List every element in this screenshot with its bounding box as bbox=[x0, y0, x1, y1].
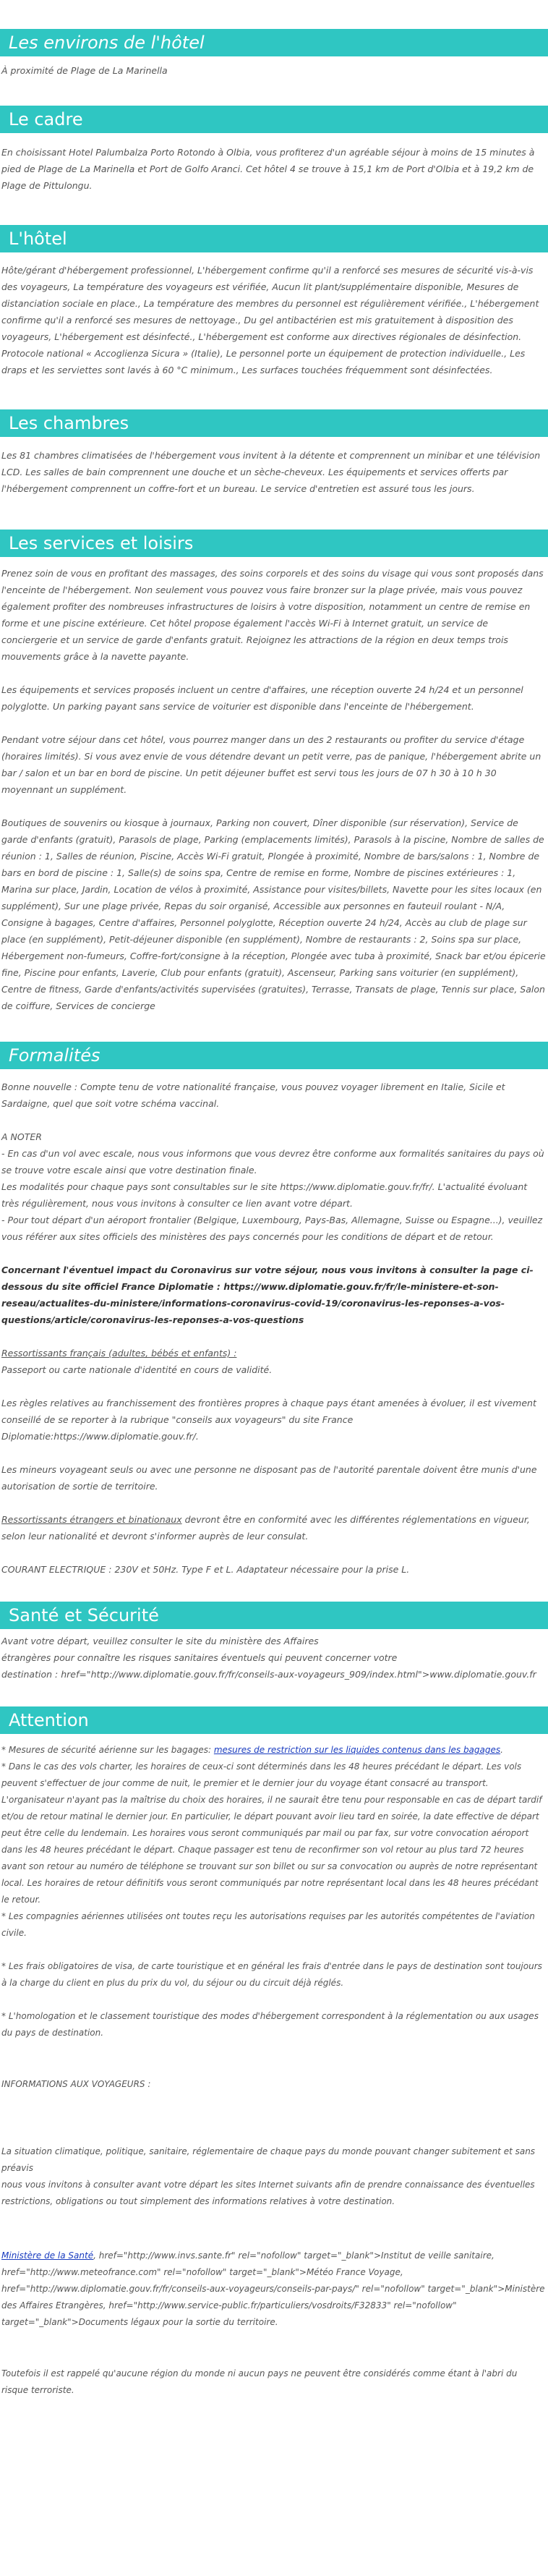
formalites-p5: Les règles relatives au franchissement des frontières propres à chaque pays étant amenées à évoluer, il est vivement conseillé de se reporter à la rubrique "conseils aux voyageurs" du site France Diplomatie:https://www.diplomatie.gouv.fr/. bbox=[1, 1398, 536, 1442]
section-title-formalites: Formalités bbox=[0, 1042, 548, 1069]
section-attention bbox=[0, 1683, 548, 2399]
section-hotel bbox=[0, 194, 548, 378]
attention-p2: * Les frais obligatoires de visa, de carte touristique et en général les frais d'entrée dans le pays de destination sont toujours à la charge du client en plus du prix du vol, du séjour ou du circuit déjà réglés. bbox=[1, 1961, 542, 1988]
services-p3: Pendant votre séjour dans cet hôtel, vous pourrez manger dans un des 2 restaurants ou profiter du service d'étage (horaires limités). Si vous avez envie de vous détendre devant un petit verre, pas de panique, l'hébergement abrite un bar / salon et un bar en bord de piscine. Un petit déjeuner buffet est servi tous les jours de 07 h 30 à 10 h 30 moyennant un supplément. bbox=[1, 734, 541, 795]
section-title-hotel: L'hôtel bbox=[0, 225, 548, 252]
formalites-p7 bbox=[0, 1511, 548, 1544]
section-title-sante: Santé et Sécurité bbox=[0, 1602, 548, 1629]
section-environs bbox=[0, 0, 548, 79]
attention-p6-rest: , href="http://www.invs.sante.fr" rel="nofollow" target="_blank">Institut de veille sanitaire, href="http://www.meteofrance.com" rel="nofollow" target="_blank">Météo France Voyage, href="http://www.diplomatie.gouv.fr/fr/conseils-aux-voyageurs/conseils-par-pays/" rel="nofollow" target="_blank">Ministère des Affaires Etrangères, href="http://www.service-public.fr/particuliers/vosdroits/F32833" rel="nofollow" target="_blank">Documents légaux pour la sortie du territoire. bbox=[1, 2250, 545, 2327]
attention-p6 bbox=[0, 2248, 548, 2331]
services-p2: Les équipements et services proposés incluent un centre d'affaires, une réception ouverte 24 h/24 et un personnel polyglotte. Un parking payant sans service de voiturier est disponible dans l'enceinte de l'hébergement. bbox=[1, 684, 523, 712]
cadre-text: En choisissant Hotel Palumbalza Porto Rotondo à Olbia, vous profiterez d'un agréable séjour à moins de 15 minutes à pied de Plage de La Marinella et Port de Golfo Aranci. Cet hôtel 4 se trouve à 15,1 km de Port d'Olbia et à 19,2 km de Plage de Pittulongu. bbox=[1, 147, 535, 191]
attention-p1-prefix: * Mesures de sécurité aérienne sur les bagages: bbox=[1, 1745, 214, 1755]
section-title-attention: Attention bbox=[0, 1706, 548, 1734]
section-title-services: Les services et loisirs bbox=[0, 530, 548, 557]
formalites-p2: A NOTER - En cas d'un vol avec escale, nous vous informons que vous devrez être conforme aux formalités sanitaires du pays où se trouve votre escale ainsi que votre destination finale. Les modalités pour chaque pays sont consultables sur le site https://www.diplomatie.gouv.fr/fr/. L'actualité évoluant très régulièrement, nous vous invitons à consulter ce lien avant votre départ. - Pour tout départ d'un aéroport frontalier (Belgique, Luxembourg, Pays-Bas, Allemagne, Suisse ou Espagne...), veuillez vous référer aux sites officiels des ministères des pays concernés pour les conditions de départ et de retour. bbox=[1, 1131, 544, 1242]
formalites-p6: Les mineurs voyageant seuls ou avec une personne ne disposant pas de l'autorité parentale doivent être munis d'une autorisation de sortie de territoire. bbox=[1, 1464, 537, 1492]
services-p1: Prenez soin de vous en profitant des massages, des soins corporels et des soins du visage qui vous sont proposés dans l'enceinte de l'hébergement. Non seulement vous pouvez vous faire bronzer sur la plage privée, mais vous pouvez également profiter des nombreuses infrastructures de loisirs à votre disposition, notamment un centre de remise en forme et une piscine extérieure. Cet hôtel propose également l'accès Wi-Fi à Internet gratuit, un service de conciergerie et un service de garde d'enfants gratuit. Rejoignez les attractions de la région en deux temps trois mouvements grâce à la navette payante. bbox=[1, 568, 544, 662]
formalites-p7-lead: Ressortissants étrangers et binationaux bbox=[1, 1514, 182, 1525]
chambres-text: Les 81 chambres climatisées de l'hébergement vous invitent à la détente et comprennent un minibar et une télévision LCD. Les salles de bain comprennent une douche et un sèche-cheveux. Les équipements et services offerts par l'hébergement comprennent un coffre-fort et un bureau. Le service d'entretien est assuré tous les jours. bbox=[1, 450, 541, 494]
attention-p7: Toutefois il est rappelé qu'aucune région du monde ni aucun pays ne peuvent être considérés comme étant à l'abri du risque terroriste. bbox=[1, 2368, 518, 2395]
section-sante bbox=[0, 1578, 548, 1683]
attention-p1-rest: . * Dans le cas des vols charter, les horaires de ceux-ci sont déterminés dans les 48 heures précédant le départ. Les vols peuvent s'effectuer de jour comme de nuit, le premier et le dernier jour du voyage étant consacré au transport. L'organisateur n'ayant pas la maîtrise du choix des horaires, il ne saurait être tenu pour responsable en cas de départ tardif et/ou de retour matinal le dernier jour. En particulier, le départ pouvant avoir lieu tard en soirée, la date effective de départ peut être celle du lendemain. Les horaires vous seront communiqués par mail ou par fax, sur votre convocation aéroport dans les 48 heures précédant le départ. Chaque passager est tenu de reconfirmer son vol retour au plus tard 72 heures avant son retour au numéro de téléphone se trouvant sur son billet ou sur sa convocation ou auprès de notre représentant local. Les horaires de retour définitifs vous seront communiqués par notre représentant local dans les 48 heures précédant le retour. * Les compagnies aériennes utilisées ont toutes reçu les autorisations requises par les autorités compétentes de l'aviation civile. bbox=[1, 1745, 542, 1938]
liquids-restriction-link[interactable]: mesures de restriction sur les liquides contenus dans les bagages bbox=[213, 1745, 501, 1755]
attention-p1 bbox=[0, 1742, 548, 1942]
hotel-text: Hôte/gérant d'hébergement professionnel, L'hébergement confirme qu'il a renforcé ses mesures de sécurité vis-à-vis des voyageurs, La température des voyageurs est vérifiée, Aucun lit plant/supplémentaire disponible, Mesures de distanciation sociale en place., La température des membres du personnel est régulièrement vérifiée., L'hébergement confirme qu'il a renforcé ses mesures de nettoyage., Du gel antibactérien est mis gratuitement à disposition des voyageurs, L'hébergement est désinfecté., L'hébergement est conforme aux directives régionales de désinfection. Protocole national « Accoglienza Sicura » (Italie), Le personnel porte un équipement de protection individuelle., Les draps et les serviettes sont lavés à 60 °C minimum., Les surfaces touchées fréquemment sont désinfectées. bbox=[1, 265, 539, 375]
attention-p3: * L'homologation et le classement touristique des modes d'hébergement correspondent à la réglementation ou aux usages du pays de destination. bbox=[1, 2011, 539, 2038]
formalites-p4 bbox=[0, 1345, 548, 1378]
section-formalites bbox=[0, 1014, 548, 1578]
formalites-p4-text: Passeport ou carte nationale d'identité en cours de validité. bbox=[1, 1364, 273, 1375]
sante-ministry-link[interactable]: Ministère de la Santé bbox=[1, 2250, 94, 2261]
section-title-environs: Les environs de l'hôtel bbox=[0, 29, 548, 56]
section-cadre bbox=[0, 79, 548, 194]
formalites-p8: COURANT ELECTRIQUE : 230V et 50Hz. Type F et L. Adaptateur nécessaire pour la prise L. bbox=[1, 1564, 410, 1575]
section-services bbox=[0, 497, 548, 1014]
sante-text: Avant votre départ, veuillez consulter le site du ministère des Affaires étrangères pour connaître les risques sanitaires éventuels qui peuvent concerner votre destination : href="http://www.diplomatie.gouv.fr/fr/conseils-aux-voyageurs_909/index.html">www.diplomatie.gouv.fr bbox=[1, 1636, 536, 1680]
services-p4: Boutiques de souvenirs ou kiosque à journaux, Parking non couvert, Dîner disponible (sur réservation), Service de garde d'enfants (gratuit), Parasols de plage, Parking (emplacements limités), Parasols à la piscine, Nombre de salles de réunion : 1, Salles de réunion, Piscine, Accès Wi-Fi gratuit, Plongée à proximité, Nombre de bars/salons : 1, Nombre de bars en bord de piscine : 1, Salle(s) de soins spa, Centre de remise en forme, Nombre de piscines extérieures : 1, Marina sur place, Jardin, Location de vélos à proximité, Assistance pour visites/billets, Navette pour les sites locaux (en supplément), Sur une plage privée, Repas du soir organisé, Accessible aux personnes en fauteuil roulant - N/A, Consigne à bagages, Centre d'affaires, Personnel polyglotte, Réception ouverte 24 h/24, Accès au club de plage sur place (en supplément), Petit-déjeuner disponible (en supplément), Nombre de restaurants : 2, Soins spa sur place, Hébergement non-fumeurs, Coffre-fort/consigne à la réception, Plongée avec tuba à proximité, Snack bar et/ou épicerie fine, Piscine pour enfants, Laverie, Club pour enfants (gratuit), Ascenseur, Parking sans voiturier (en supplément), Centre de fitness, Garde d'enfants/activités supervisées (gratuites), Terrasse, Transats de plage, Tennis sur place, Salon de coiffure, Services de concierge bbox=[1, 817, 546, 1011]
formalites-p4-title: Ressortissants français (adultes, bébés et enfants) : bbox=[1, 1348, 237, 1359]
formalites-p1: Bonne nouvelle : Compte tenu de votre nationalité française, vous pouvez voyager librement en Italie, Sicile et Sardaigne, quel que soit votre schéma vaccinal. bbox=[1, 1081, 505, 1109]
formalites-p3: Concernant l'éventuel impact du Coronavirus sur votre séjour, nous vous invitons à consulter la page ci-dessous du site officiel France Diplomatie : https://www.diplomatie.gouv.fr/fr/le-ministere-et-son-reseau/actualites-du-ministere/informations-coronavirus-covid-19/coronavirus-les-reponses-a-vos-questions/article/coronavirus-les-reponses-a-vos-questions bbox=[1, 1264, 534, 1325]
section-title-cadre: Le cadre bbox=[0, 106, 548, 133]
attention-p4: INFORMATIONS AUX VOYAGEURS : bbox=[1, 2079, 151, 2089]
section-chambres bbox=[0, 378, 548, 497]
formalites-p7-text: devront être en conformité avec les différentes réglementations en vigueur, selon leur nationalité et devront s'informer auprès de leur consulat. bbox=[1, 1514, 530, 1542]
attention-p5: La situation climatique, politique, sanitaire, réglementaire de chaque pays du monde pouvant changer subitement et sans préavis nous vous invitons à consulter avant votre départ les sites Internet suivants afin de prendre connaissance des éventuelles restrictions, obligations ou tout simplement des informations relatives à votre destination. bbox=[1, 2146, 536, 2206]
environs-text: À proximité de Plage de La Marinella bbox=[1, 65, 168, 76]
section-title-chambres: Les chambres bbox=[0, 409, 548, 437]
